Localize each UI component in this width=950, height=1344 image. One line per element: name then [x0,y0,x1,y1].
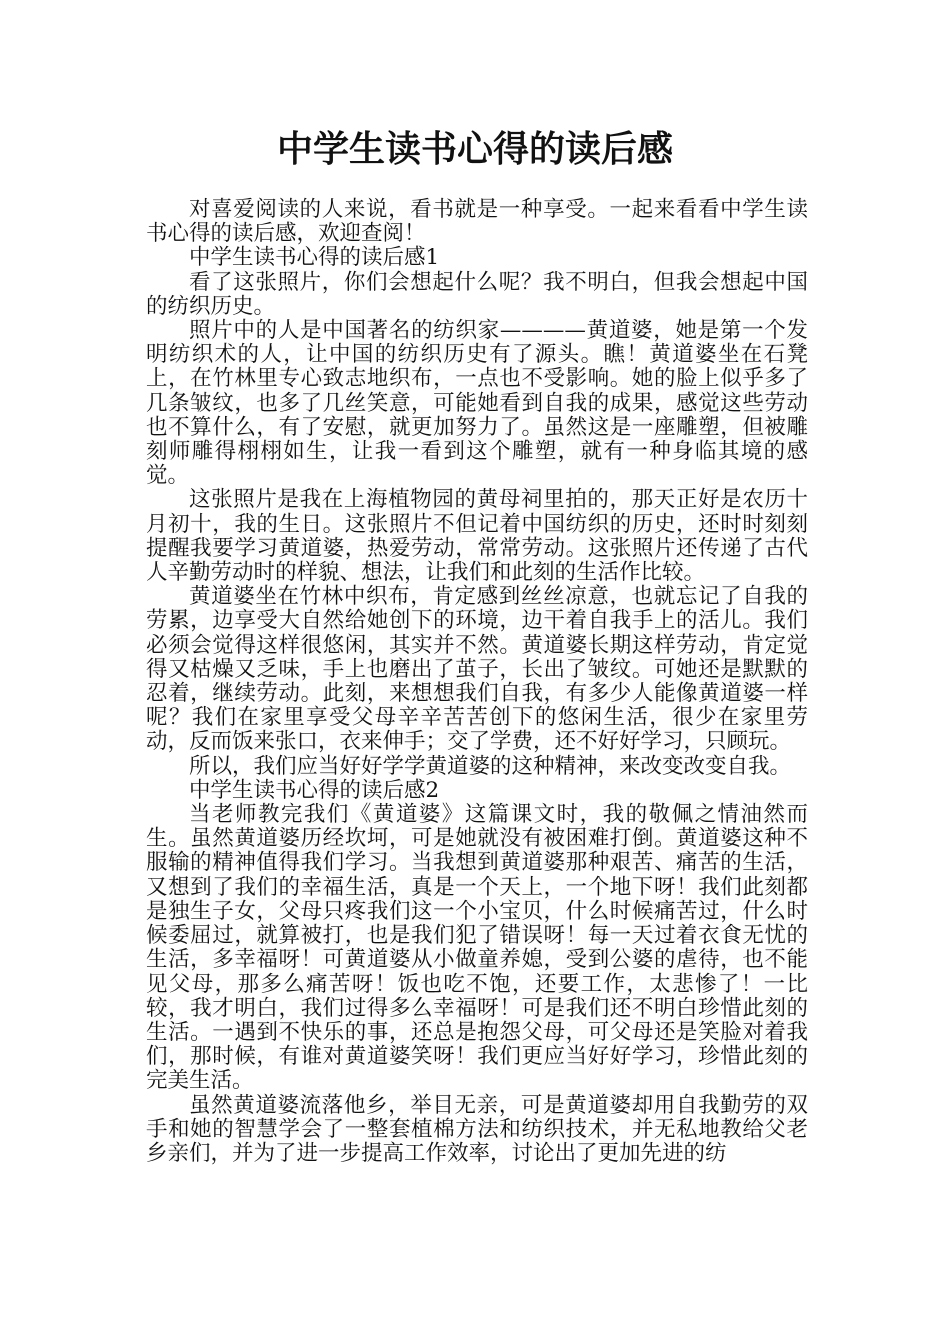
document-body [146,198,808,1166]
body-paragraph: 虽然黄道婆流落他乡，举目无亲，可是黄道婆却用自我勤劳的双手和她的智慧学会了一整套植棉方法和纺织技术，并无私地教给父老乡亲们，并为了进一步提高工作效率，讨论出了更加先进的纺 [146,1092,808,1166]
body-paragraph: 这张照片是我在上海植物园的黄母祠里拍的，那天正好是农历十月初十，我的生日。这张照片不但记着中国纺织的历史，还时时刻刻提醒我要学习黄道婆，热爱劳动，常常劳动。这张照片还传递了古代人辛勤劳动时的样貌、想法，让我们和此刻的生活作比较。 [146,487,808,586]
intro-paragraph: 对喜爱阅读的人来说，看书就是一种享受。一起来看看中学生读书心得的读后感，欢迎查阅！ [146,197,808,247]
document-title: 中学生读书心得的读后感 [276,129,673,170]
body-paragraph: 照片中的人是中国著名的纺织家————黄道婆，她是第一个发明纺织术的人，让中国的纺织历史有了源头。瞧！黄道婆坐在石凳上，在竹林里专心致志地织布，一点也不受影响。她的脸上似乎多了几条皱纹，也多了几丝笑意，可能她看到自我的成果，感觉这些劳动也不算什么，有了安慰，就更加努力了。虽然这是一座雕塑，但被雕刻师雕得栩栩如生，让我一看到这个雕塑，就有一种身临其境的感觉。 [146,318,808,489]
body-paragraph: 所以，我们应当好好学学黄道婆的这种精神，来改变改变自我。 [189,753,792,779]
body-paragraph: 黄道婆坐在竹林中织布，肯定感到丝丝凉意，也就忘记了自我的劳累，边享受大自然给她创下的环境，边干着自我手上的活儿。我们必须会觉得这样很悠闲，其实并不然。黄道婆长期这样劳动，肯定觉得又枯燥又乏味，手上也磨出了茧子，长出了皱纹。可她还是默默的忍着，继续劳动。此刻，来想想我们自我，有多少人能像黄道婆一样呢？我们在家里享受父母辛辛苦苦创下的悠闲生活，很少在家里劳动，反而饭来张口，衣来伸手；交了学费，还不好好学习，只顾玩。 [146,584,808,755]
body-paragraph: 当老师教完我们《黄道婆》这篇课文时，我的敬佩之情油然而生。虽然黄道婆历经坎坷，可是她就没有被困难打倒。黄道婆这种不服输的精神值得我们学习。当我想到黄道婆那种艰苦、痛苦的生活，又想到了我们的幸福生活，真是一个天上，一个地下呀！我们此刻都是独生子女，父母只疼我们这一个小宝贝，什么时候痛苦过，什么时候委屈过，就算被打，也是我们犯了错误呀！每一天过着衣食无忧的生活，多幸福呀！可黄道婆从小做童养媳，受到公婆的虐待，也不能见父母，那多么痛苦呀！饭也吃不饱，还要工作，太悲惨了！一比较，我才明白，我们过得多么幸福呀！可是我们还不明白珍惜此刻的生活。一遇到不快乐的事，还总是抱怨父母，可父母还是笑脸对着我们，那时候，有谁对黄道婆笑呀！我们更应当好好学习，珍惜此刻的完美生活。 [146,802,808,1094]
section-heading-1: 中学生读书心得的读后感1 [189,245,440,271]
section-heading-2: 中学生读书心得的读后感2 [189,777,440,803]
body-paragraph: 看了这张照片，你们会想起什么呢？我不明白，但我会想起中国的纺织历史。 [146,269,808,319]
